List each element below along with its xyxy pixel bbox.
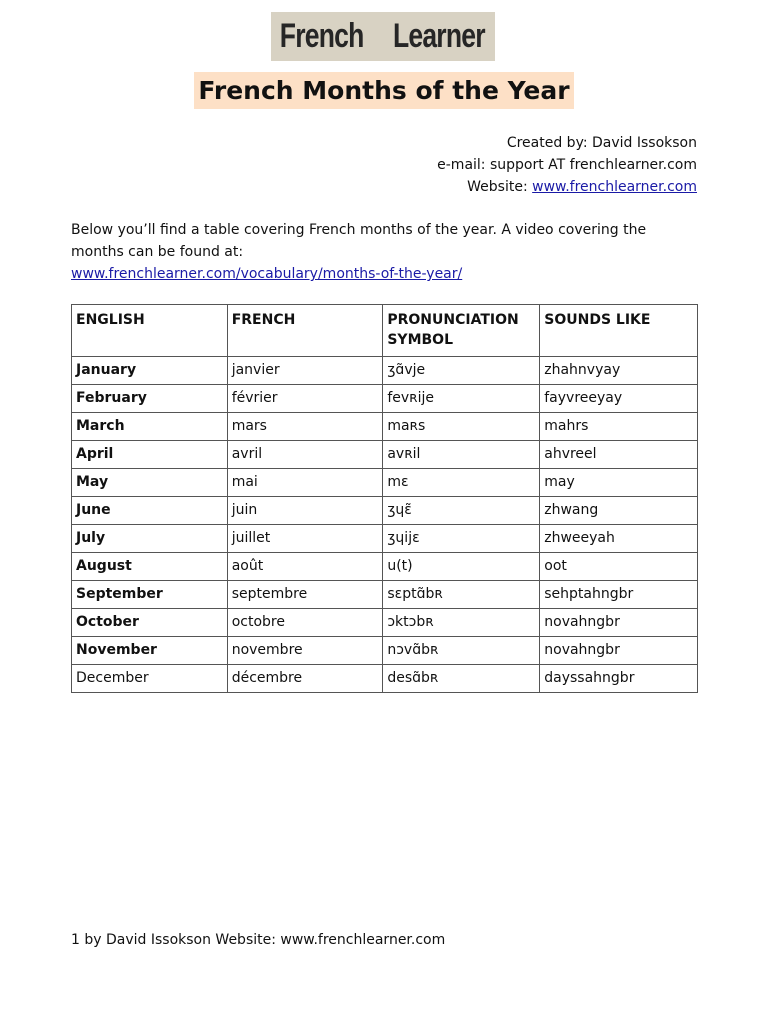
pronunciation-cell: maʀs [383, 413, 540, 441]
table-row [72, 469, 698, 497]
french-cell: novembre [227, 637, 383, 665]
sounds-like-cell: oot [540, 553, 698, 581]
pronunciation-cell: ɔktɔbʀ [383, 609, 540, 637]
french-cell: février [227, 385, 383, 413]
english-cell: December [72, 665, 228, 693]
sounds-like-cell: zhahnvyay [540, 357, 698, 385]
website-label: Website: [467, 179, 533, 195]
french-cell: mars [227, 413, 383, 441]
english-cell: March [72, 413, 228, 441]
header-french: FRENCH [227, 305, 383, 357]
header-english: ENGLISH [72, 305, 228, 357]
table-row [72, 385, 698, 413]
english-cell: August [72, 553, 228, 581]
english-cell: October [72, 609, 228, 637]
pronunciation-cell: fevʀije [383, 385, 540, 413]
english-cell: September [72, 581, 228, 609]
table-row [72, 581, 698, 609]
sounds-like-cell: zhwang [540, 497, 698, 525]
table-row [72, 637, 698, 665]
table-row [72, 525, 698, 553]
title-container [0, 72, 768, 109]
table-header-row [72, 305, 698, 357]
english-cell: May [72, 469, 228, 497]
email-line: e-mail: support AT frenchlearner.com [437, 157, 697, 173]
website-link[interactable]: www.frenchlearner.com [532, 179, 697, 195]
header-sounds-like: SOUNDS LIKE [540, 305, 698, 357]
pronunciation-cell: ʒɑ̃vje [383, 357, 540, 385]
frenchlearner-logo [271, 12, 495, 61]
french-cell: janvier [227, 357, 383, 385]
pronunciation-cell: avʀil [383, 441, 540, 469]
logo-word-learner: Learner [392, 17, 485, 55]
english-cell: November [72, 637, 228, 665]
english-cell: July [72, 525, 228, 553]
table-row [72, 441, 698, 469]
pronunciation-cell: ʒɥijɛ [383, 525, 540, 553]
sounds-like-cell: may [540, 469, 698, 497]
english-cell: January [72, 357, 228, 385]
video-link[interactable]: www.frenchlearner.com/vocabulary/months-of-the-year/ [71, 266, 463, 282]
pronunciation-cell: u(t) [383, 553, 540, 581]
table-row [72, 609, 698, 637]
table-row [72, 413, 698, 441]
french-cell: avril [227, 441, 383, 469]
french-cell: septembre [227, 581, 383, 609]
page-footer: 1 by David Issokson Website: www.frenchlearner.com [71, 932, 446, 948]
pronunciation-cell: ʒɥɛ̃ [383, 497, 540, 525]
sounds-like-cell: sehptahngbr [540, 581, 698, 609]
table-row [72, 357, 698, 385]
english-cell: June [72, 497, 228, 525]
sounds-like-cell: novahngbr [540, 609, 698, 637]
pronunciation-cell: nɔvɑ̃bʀ [383, 637, 540, 665]
french-cell: juillet [227, 525, 383, 553]
intro-text: Below you’ll find a table covering French months of the year. A video covering the months can be found at: [71, 222, 647, 260]
french-cell: octobre [227, 609, 383, 637]
sounds-like-cell: zhweeyah [540, 525, 698, 553]
months-table [71, 304, 698, 693]
header-pronunciation: PRONUNCIATION SYMBOL [383, 305, 540, 357]
pronunciation-cell: sɛptɑ̃bʀ [383, 581, 540, 609]
website-line [437, 176, 697, 198]
sounds-like-cell: novahngbr [540, 637, 698, 665]
english-cell: April [72, 441, 228, 469]
created-by: Created by: David Issokson [506, 135, 697, 151]
logo-word-french: French [280, 17, 365, 55]
table-row [72, 553, 698, 581]
pronunciation-cell: desɑ̃bʀ [383, 665, 540, 693]
french-flag-icon [377, 23, 379, 45]
sounds-like-cell: mahrs [540, 413, 698, 441]
french-cell: décembre [227, 665, 383, 693]
intro-paragraph [71, 219, 701, 285]
sounds-like-cell: ahvreel [540, 441, 698, 469]
french-cell: août [227, 553, 383, 581]
credits-block [437, 132, 697, 198]
page-title: French Months of the Year [194, 72, 573, 109]
french-cell: juin [227, 497, 383, 525]
pronunciation-cell: mɛ [383, 469, 540, 497]
sounds-like-cell: fayvreeyay [540, 385, 698, 413]
table-row [72, 497, 698, 525]
english-cell: February [72, 385, 228, 413]
table-row [72, 665, 698, 693]
sounds-like-cell: dayssahngbr [540, 665, 698, 693]
french-cell: mai [227, 469, 383, 497]
